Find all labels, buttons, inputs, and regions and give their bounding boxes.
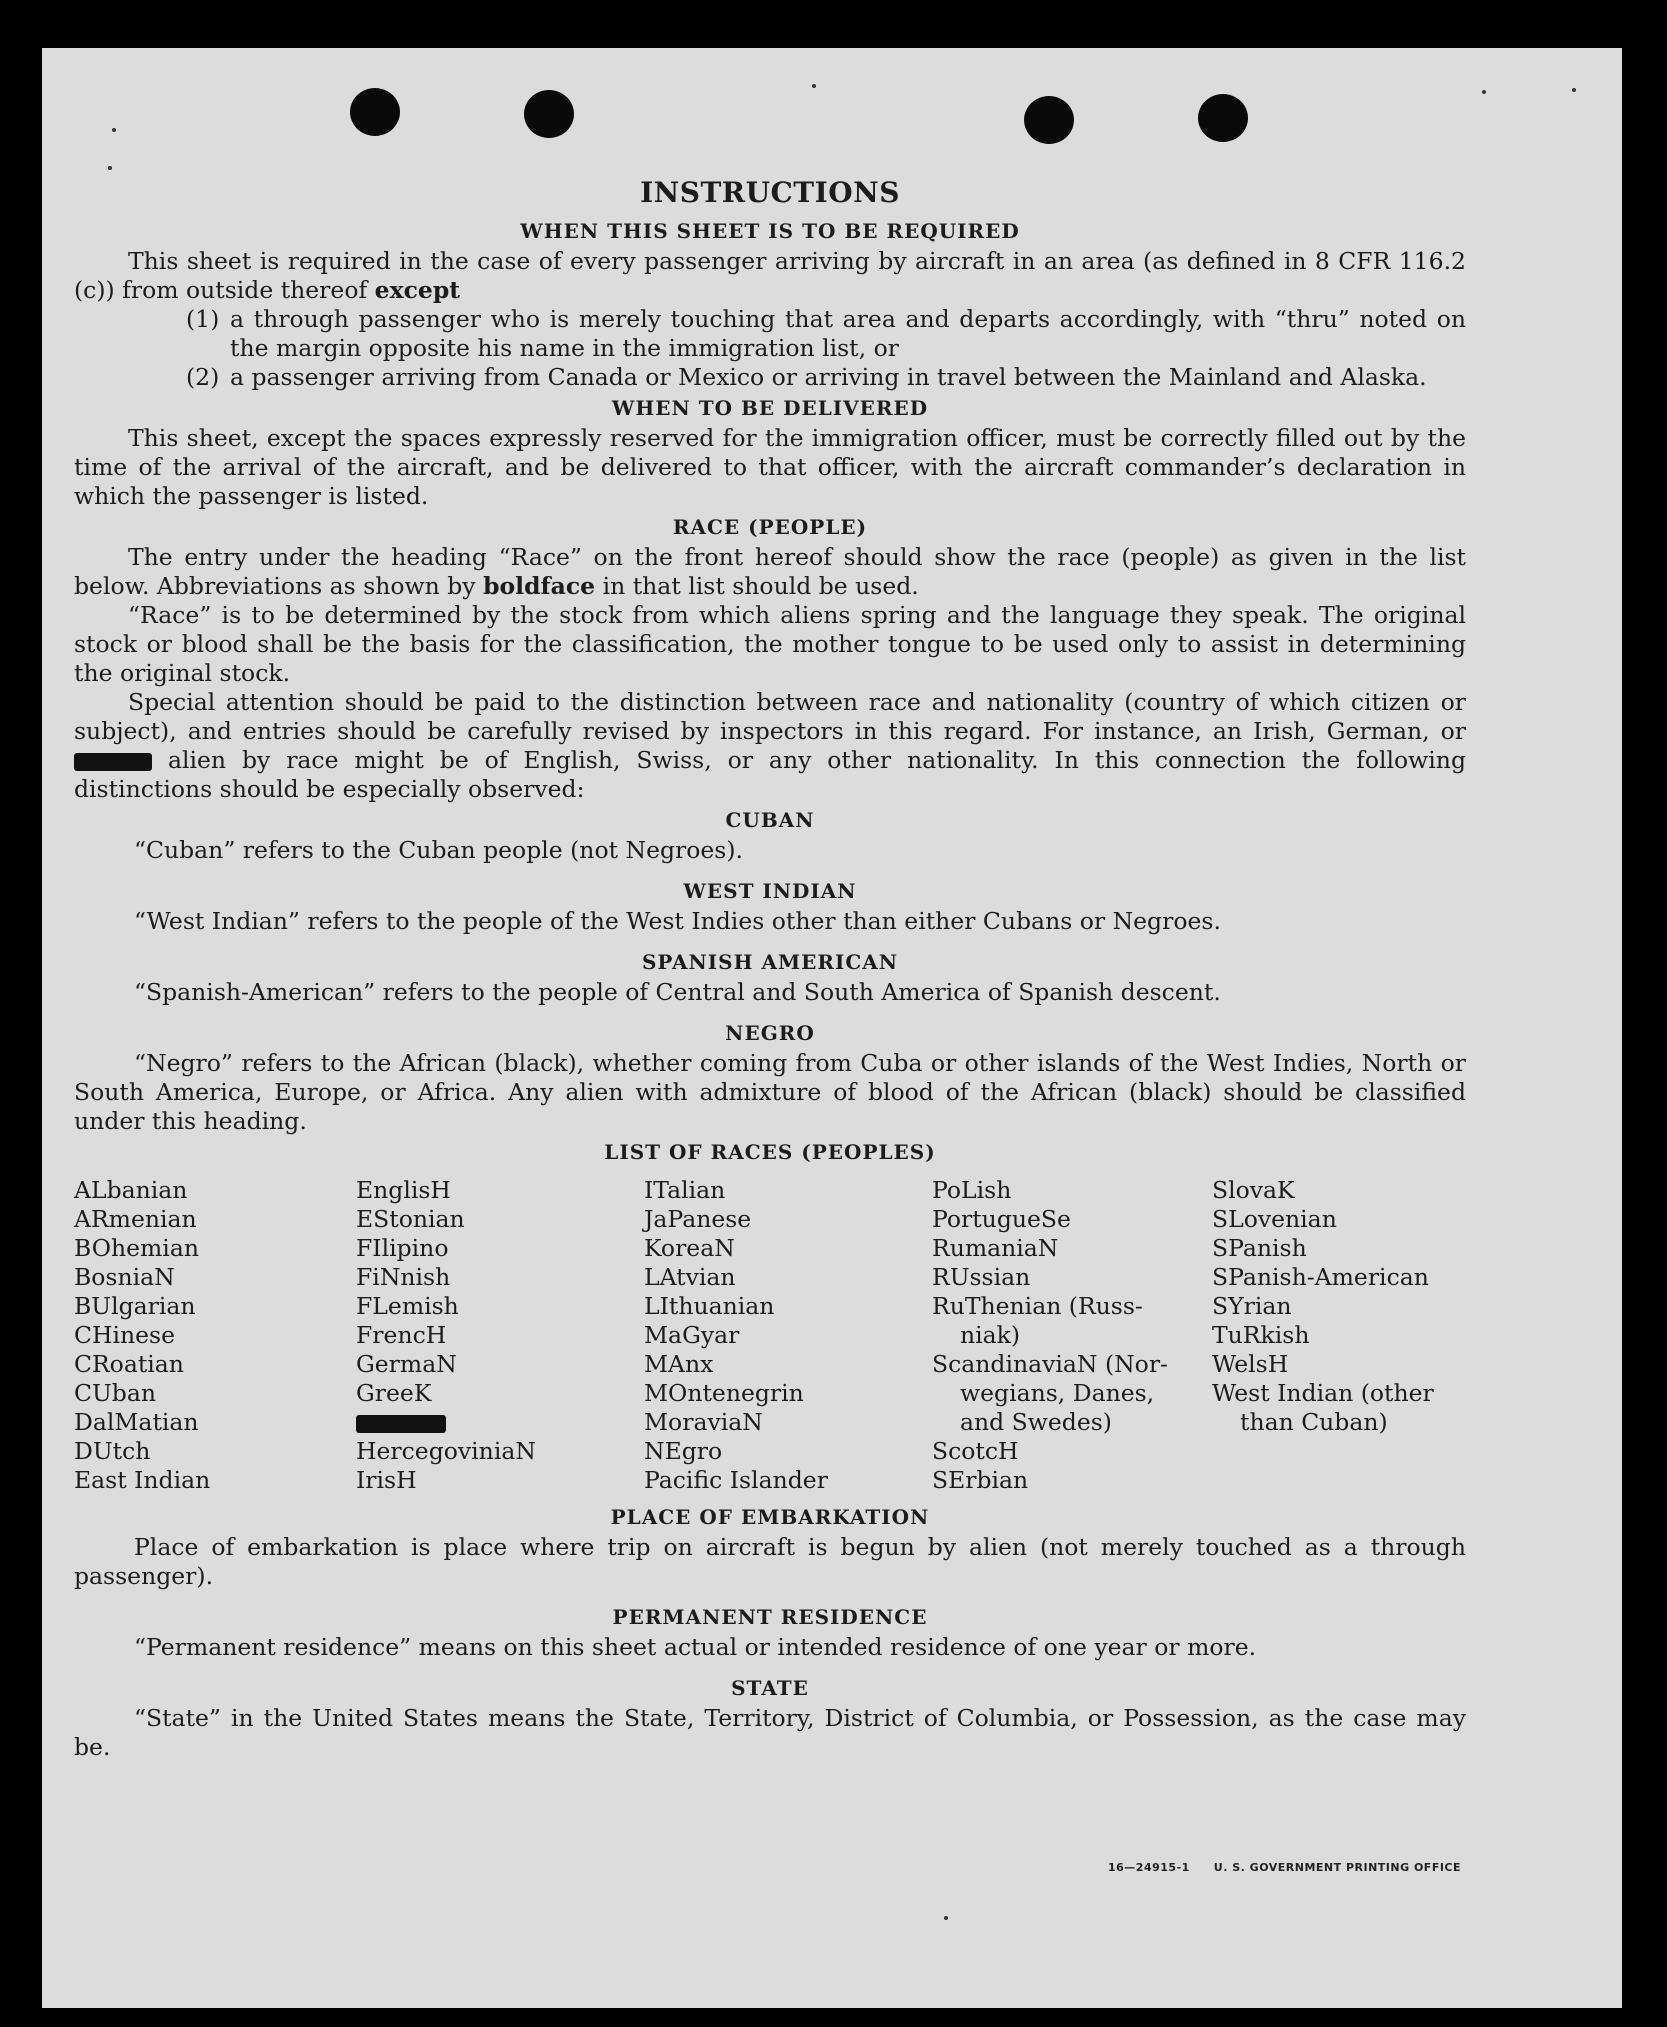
list-item: FiNnish bbox=[356, 1263, 451, 1291]
form-number: 16—24915-1 bbox=[1108, 1861, 1190, 1874]
race-paragraph-1 bbox=[74, 543, 1466, 601]
residence-text: “Permanent residence” means on this sheet actual or intended residence of one year or more. bbox=[134, 1633, 1257, 1661]
list-item: MAnx bbox=[644, 1350, 714, 1378]
state-text: “State” in the United States means the State, Territory, District of Columbia, or Possession, as the case may be. bbox=[74, 1704, 1466, 1761]
list-item: MOntenegrin bbox=[644, 1379, 804, 1407]
punch-hole bbox=[350, 88, 400, 136]
list-item: FrencH bbox=[356, 1321, 447, 1349]
list-item: WelsH bbox=[1212, 1350, 1289, 1378]
list-item: Pacific Islander bbox=[644, 1466, 828, 1494]
embarkation-text: Place of embarkation is place where trip on aircraft is begun by alien (not merely touched as a through passenger). bbox=[74, 1533, 1466, 1590]
list-item: East Indian bbox=[74, 1466, 211, 1494]
cuban-text: “Cuban” refers to the Cuban people (not Negroes). bbox=[134, 836, 744, 864]
section-heading-negro: NEGRO bbox=[725, 1021, 815, 1045]
race-paragraph-3 bbox=[74, 688, 1466, 804]
list-item: BOhemian bbox=[74, 1234, 199, 1262]
section-heading-state: STATE bbox=[731, 1676, 809, 1700]
list-item: KoreaN bbox=[644, 1234, 735, 1262]
speck bbox=[112, 128, 116, 132]
section-heading-required: WHEN THIS SHEET IS TO BE REQUIRED bbox=[520, 219, 1020, 243]
list-item: SPanish-American bbox=[1212, 1263, 1429, 1291]
list-item: SYrian bbox=[1212, 1292, 1292, 1320]
section-heading-race: RACE (PEOPLE) bbox=[672, 515, 868, 539]
list-item: ITalian bbox=[644, 1176, 726, 1204]
race-p3b: alien by race might be of English, Swiss, or any other nationality. In this connection the following distinctions should be especially observed: bbox=[74, 746, 1466, 803]
west-indian-text: “West Indian” refers to the people of the West Indies other than either Cubans or Negroes. bbox=[134, 907, 1221, 935]
races-column-3 bbox=[644, 1176, 932, 1495]
list-item: EnglisH bbox=[356, 1176, 451, 1204]
list-item: LAtvian bbox=[644, 1263, 736, 1291]
punch-hole bbox=[524, 90, 574, 138]
item-text: a through passenger who is merely touching that area and departs accordingly, with “thru” noted on the margin opposite his name in the immigration list, or bbox=[230, 305, 1466, 362]
list-item-continued: wegians, Danes, bbox=[960, 1379, 1155, 1407]
list-item: GermaN bbox=[356, 1350, 457, 1378]
page-title: INSTRUCTIONS bbox=[640, 176, 900, 209]
list-item: JaPanese bbox=[644, 1205, 752, 1233]
list-item: RuThenian (Russ- bbox=[932, 1292, 1143, 1320]
section-heading-embarkation: PLACE OF EMBARKATION bbox=[610, 1505, 930, 1529]
list-item: SErbian bbox=[932, 1466, 1029, 1494]
item-text: a passenger arriving from Canada or Mexico or arriving in travel between the Mainland and Alaska. bbox=[230, 363, 1427, 391]
list-item: ARmenian bbox=[74, 1205, 197, 1233]
list-item: PortugueSe bbox=[932, 1205, 1071, 1233]
required-intro-text: This sheet is required in the case of every passenger arriving by aircraft in an area (as defined in 8 CFR 116.2 (c)) from outside thereof bbox=[74, 247, 1466, 304]
list-item: ScandinaviaN (Nor- bbox=[932, 1350, 1168, 1378]
list-item: FLemish bbox=[356, 1292, 459, 1320]
list-item: LIthuanian bbox=[644, 1292, 775, 1320]
races-column-1 bbox=[74, 1176, 356, 1495]
redaction-mark bbox=[74, 753, 152, 771]
list-item: MaGyar bbox=[644, 1321, 740, 1349]
list-item: DUtch bbox=[74, 1437, 151, 1465]
list-item: SPanish bbox=[1212, 1234, 1307, 1262]
spanish-american-text: “Spanish-American” refers to the people of Central and South America of Spanish descent. bbox=[134, 978, 1221, 1006]
race-p1b: boldface bbox=[483, 572, 596, 600]
list-item bbox=[186, 363, 1466, 392]
printer-footer bbox=[1108, 1861, 1485, 1874]
list-item: PoLish bbox=[932, 1176, 1012, 1204]
section-heading-cuban: CUBAN bbox=[725, 808, 815, 832]
redaction-mark bbox=[356, 1415, 446, 1433]
printer-name: U. S. GOVERNMENT PRINTING OFFICE bbox=[1213, 1861, 1462, 1874]
list-item: RumaniaN bbox=[932, 1234, 1059, 1262]
section-heading-west-indian: WEST INDIAN bbox=[683, 879, 857, 903]
list-item: RUssian bbox=[932, 1263, 1031, 1291]
list-item: CUban bbox=[74, 1379, 156, 1407]
list-item: SlovaK bbox=[1212, 1176, 1295, 1204]
race-paragraph-2: “Race” is to be determined by the stock from which aliens spring and the language they speak. The original stock or blood shall be the basis for the classification, the mother tongue to be used only to assist in determining the original stock. bbox=[74, 601, 1466, 687]
list-item: HercegoviniaN bbox=[356, 1437, 536, 1465]
list-item-continued: and Swedes) bbox=[960, 1408, 1112, 1436]
list-item: NEgro bbox=[644, 1437, 723, 1465]
list-item: DalMatian bbox=[74, 1408, 199, 1436]
list-item: CRoatian bbox=[74, 1350, 184, 1378]
list-item: IrisH bbox=[356, 1466, 417, 1494]
race-p3a: Special attention should be paid to the distinction between race and nationality (country of which citizen or subject), and entries should be carefully revised by inspectors in this regard. For instance, an Irish, German, or bbox=[74, 688, 1466, 745]
list-item: CHinese bbox=[74, 1321, 175, 1349]
list-item: BUlgarian bbox=[74, 1292, 196, 1320]
list-item bbox=[186, 305, 1466, 363]
list-item: GreeK bbox=[356, 1379, 432, 1407]
list-item-continued: niak) bbox=[960, 1321, 1021, 1349]
section-heading-delivered: WHEN TO BE DELIVERED bbox=[611, 396, 929, 420]
required-intro bbox=[74, 247, 1466, 305]
section-heading-list: LIST OF RACES (PEOPLES) bbox=[604, 1140, 936, 1164]
list-item: ALbanian bbox=[74, 1176, 188, 1204]
speck bbox=[108, 166, 112, 170]
list-item: West Indian (other bbox=[1212, 1379, 1434, 1407]
list-item: BosniaN bbox=[74, 1263, 175, 1291]
delivered-text: This sheet, except the spaces expressly reserved for the immigration officer, must be correctly filled out by the time of the arrival of the aircraft, and be delivered to that officer, with the aircraft commander’s declaration in which the passenger is listed. bbox=[74, 424, 1466, 510]
list-item: MoraviaN bbox=[644, 1408, 763, 1436]
list-item: FIlipino bbox=[356, 1234, 449, 1262]
list-item-continued: than Cuban) bbox=[1240, 1408, 1388, 1436]
races-column-4 bbox=[932, 1176, 1212, 1495]
list-item: TuRkish bbox=[1212, 1321, 1310, 1349]
races-column-2 bbox=[356, 1176, 644, 1495]
item-number: (1) bbox=[186, 305, 220, 333]
races-list bbox=[74, 1176, 1466, 1495]
punch-hole bbox=[1024, 96, 1074, 144]
list-item-redacted bbox=[356, 1408, 644, 1437]
race-p1c: in that list should be used. bbox=[602, 572, 919, 600]
list-item: EStonian bbox=[356, 1205, 465, 1233]
speck bbox=[944, 1916, 948, 1920]
instructions-body bbox=[74, 175, 1466, 1762]
race-p1a: The entry under the heading “Race” on the front hereof should show the race (people) as given in the list below. Abbreviations as shown by bbox=[74, 543, 1466, 600]
item-number: (2) bbox=[186, 363, 220, 391]
speck bbox=[1572, 88, 1576, 92]
section-heading-residence: PERMANENT RESIDENCE bbox=[612, 1605, 928, 1629]
speck bbox=[812, 84, 816, 88]
required-intro-bold: except bbox=[374, 276, 461, 304]
races-column-5 bbox=[1212, 1176, 1466, 1495]
negro-text: “Negro” refers to the African (black), whether coming from Cuba or other islands of the West Indies, North or South America, Europe, or Africa. Any alien with admixture of blood of the African (black) should be classified under this heading. bbox=[74, 1049, 1466, 1135]
section-heading-spanish-american: SPANISH AMERICAN bbox=[641, 950, 899, 974]
list-item: ScotcH bbox=[932, 1437, 1019, 1465]
list-item: SLovenian bbox=[1212, 1205, 1337, 1233]
speck bbox=[1482, 90, 1486, 94]
punch-hole bbox=[1198, 94, 1248, 142]
